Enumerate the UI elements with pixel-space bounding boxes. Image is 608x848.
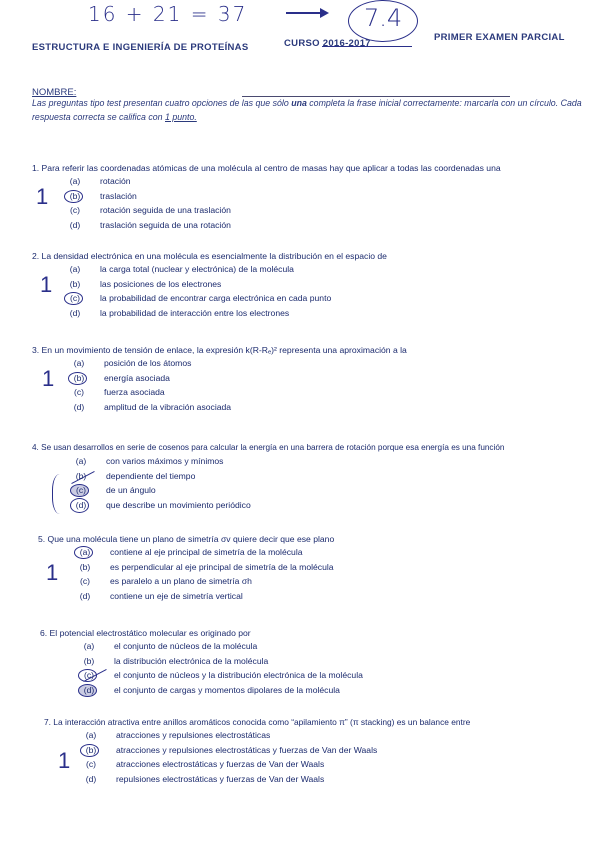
option-letter: (b) [75, 470, 87, 481]
option-b [66, 277, 608, 292]
question-text: 2. La densidad electrónica en una molécula es esencialmente la distribución en el espacio de [32, 251, 387, 261]
option-text: las posiciones de los electrones [100, 278, 222, 289]
option-letter: (a) [69, 264, 81, 274]
option-text: fuerza asociada [104, 387, 165, 397]
option-text: posición de los átomos [104, 358, 192, 368]
option-c [66, 291, 608, 306]
handwritten-sum: 16 + 21 = 37 [88, 2, 248, 26]
option-letter: (d) [79, 590, 91, 601]
question-text: 3. En un movimiento de tensión de enlace, la expresión k(R-Rₑ)² representa una aproximación a la [32, 345, 407, 355]
question-text: 7. La interacción atractiva entre anillos aromáticos conocida como “apilamiento π” (π stacking) es un balance entre [44, 717, 471, 727]
score-mark: 1 [42, 366, 55, 391]
option-text: atracciones electrostáticas y fuerzas de Van der Waals [116, 759, 325, 769]
option-text: rotación seguida de una traslación [100, 205, 231, 215]
option-text: es perpendicular al eje principal de simetría de la molécula [110, 561, 334, 572]
option-letter: (d) [85, 773, 97, 784]
option-text: atracciones y repulsiones electrostáticas y fuerzas de Van der Waals [116, 744, 378, 755]
option-d [76, 589, 608, 604]
option-letter: (a) [85, 730, 97, 740]
option-d [80, 683, 608, 698]
option-a [80, 639, 608, 654]
exam-header [32, 30, 592, 54]
option-text: traslación seguida de una rotación [100, 219, 231, 230]
option-c [76, 574, 608, 589]
option-letter: (a) [73, 358, 85, 368]
option-a [82, 728, 608, 743]
question-2 [32, 250, 592, 320]
option-c [70, 385, 608, 400]
option-c [66, 203, 608, 218]
question-text: 5. Que una molécula tiene un plano de simetría σv quiere decir que ese plano [38, 534, 335, 544]
option-text: energía asociada [104, 372, 170, 383]
option-c [82, 757, 608, 772]
option-text: dependiente del tiempo [106, 470, 196, 481]
option-letter: (c) [79, 576, 91, 586]
option-b [76, 560, 608, 575]
option-letter: (a) [75, 456, 87, 466]
question-3 [32, 344, 592, 414]
option-d [66, 306, 608, 321]
option-letter: (d) [69, 219, 81, 230]
handwritten-grade: 7.4 [364, 4, 403, 32]
option-letter: (d) [75, 499, 87, 510]
question-5 [38, 533, 598, 603]
option-text: el conjunto de núcleos de la molécula [114, 641, 258, 651]
exam-title: PRIMER EXAMEN PARCIAL [434, 32, 565, 43]
option-text: el conjunto de cargas y momentos dipolares de la molécula [114, 684, 340, 695]
course-year: CURSO 2016-2017 [284, 38, 371, 49]
option-text: la probabilidad de interacción entre los electrones [100, 307, 290, 318]
header-underline [322, 46, 412, 47]
question-7 [44, 716, 604, 786]
option-letter: (b) [69, 278, 81, 289]
option-letter: (c) [69, 293, 81, 303]
question-text: 4. Se usan desarrollos en serie de cosenos para calcular la energía en una barrera de rotación porque esa energía es una función [32, 443, 505, 452]
course-name: ESTRUCTURA E INGENIERÍA DE PROTEÍNAS [32, 42, 249, 53]
option-a [66, 174, 608, 189]
option-letter: (b) [69, 190, 81, 201]
name-label: NOMBRE: [32, 87, 77, 98]
option-letter: (c) [83, 670, 95, 680]
option-text: repulsiones electrostáticas y fuerzas de Van der Waals [116, 773, 325, 784]
option-letter: (a) [69, 176, 81, 186]
instructions [32, 96, 590, 124]
option-d [66, 218, 608, 233]
option-letter: (a) [83, 641, 95, 651]
option-letter: (b) [79, 561, 91, 572]
option-letter: (b) [85, 744, 97, 755]
option-text: la carga total (nuclear y electrónica) de la molécula [100, 264, 294, 274]
score-mark: 1 [36, 184, 49, 209]
option-a [72, 454, 608, 469]
option-text: es paralelo a un plano de simetría σh [110, 576, 252, 586]
option-letter: (b) [73, 372, 85, 383]
option-letter: (a) [79, 547, 91, 557]
option-b [72, 469, 608, 484]
option-letter: (d) [73, 401, 85, 412]
option-letter: (d) [83, 684, 95, 695]
option-a [76, 545, 608, 560]
option-text: traslación [100, 190, 137, 201]
score-mark: 1 [46, 560, 59, 585]
option-text: el conjunto de núcleos y la distribución electrónica de la molécula [114, 670, 363, 680]
option-text: rotación [100, 176, 131, 186]
option-letter: (b) [83, 655, 95, 666]
option-b [82, 743, 608, 758]
instructions-point: 1 punto. [165, 112, 197, 122]
instructions-part2: completa la frase inicial correctamente: marcarla con un círculo. Cada respuesta correcta se califica con [32, 98, 582, 122]
score-mark: 1 [58, 748, 71, 773]
option-letter: (c) [75, 485, 87, 495]
question-6 [40, 627, 600, 697]
option-c [80, 668, 608, 683]
question-text: 1. Para referir las coordenadas atómicas de una molécula al centro de masas hay que aplicar a todas las coordenadas una [32, 163, 501, 173]
option-letter: (d) [69, 307, 81, 318]
option-text: amplitud de la vibración asociada [104, 401, 232, 412]
option-b [80, 654, 608, 669]
option-text: que describe un movimiento periódico [106, 499, 251, 510]
bracket-mark [52, 474, 71, 514]
option-text: contiene un eje de simetría vertical [110, 590, 243, 601]
option-text: con varios máximos y mínimos [106, 456, 224, 466]
option-text: la distribución electrónica de la molécula [114, 655, 269, 666]
handwritten-arrowhead-icon [320, 8, 329, 18]
instructions-emphasis: una [291, 98, 307, 108]
score-mark: 1 [40, 272, 53, 297]
option-text: atracciones y repulsiones electrostáticas [116, 730, 271, 740]
option-letter: (c) [69, 205, 81, 215]
option-letter: (c) [85, 759, 97, 769]
option-b [70, 371, 608, 386]
option-text: contiene al eje principal de simetría de la molécula [110, 547, 303, 557]
option-d [82, 772, 608, 787]
option-text: de un ángulo [106, 485, 156, 495]
question-4 [32, 442, 592, 512]
option-text: la probabilidad de encontrar carga electrónica en cada punto [100, 293, 332, 303]
question-text: 6. El potencial electrostático molecular es originado por [40, 628, 251, 638]
option-letter: (c) [73, 387, 85, 397]
instructions-part1: Las preguntas tipo test presentan cuatro opciones de las que sólo [32, 98, 292, 108]
option-c [72, 483, 608, 498]
option-a [70, 356, 608, 371]
option-d [72, 498, 608, 513]
question-1 [32, 162, 592, 232]
option-b [66, 189, 608, 204]
option-d [70, 400, 608, 415]
option-a [66, 262, 608, 277]
